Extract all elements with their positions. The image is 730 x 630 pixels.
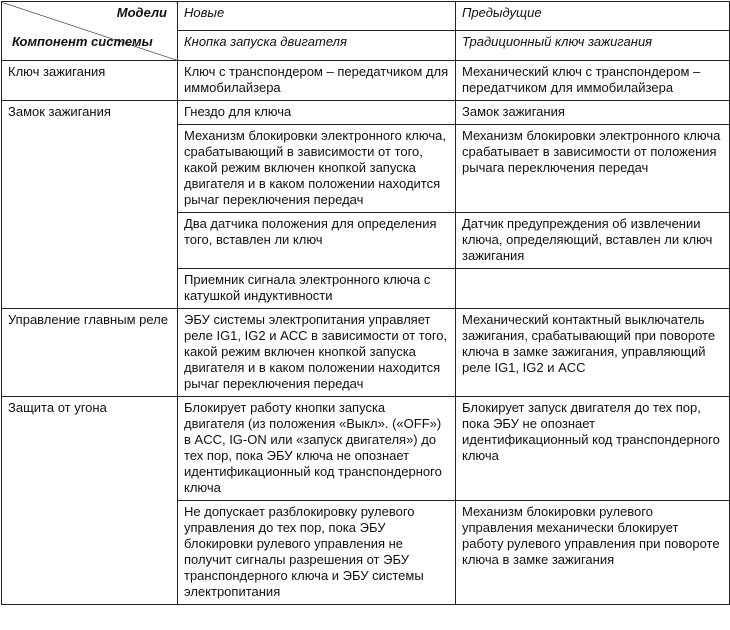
header-component: Компонент системы: [12, 34, 153, 49]
new-cell: Не допускает разблокировку рулевого управления до тех пор, пока ЭБУ блокировки рулевого управления не получит сигналы разрешения от ЭБУ транспондерного ключа и ЭБУ системы электропитания: [178, 501, 456, 605]
previous-cell: Механизм блокировки рулевого управления механически блокирует работу рулевого управления при повороте ключа в замке зажигания: [456, 501, 730, 605]
previous-cell: [456, 269, 730, 309]
component-cell: Управление главным реле: [2, 309, 178, 397]
comparison-table: [1, 1, 730, 605]
comparison-table-container: [1, 1, 729, 628]
previous-cell: Механический ключ с транспондером – передатчиком для иммобилайзера: [456, 61, 730, 101]
table-row: [2, 397, 730, 501]
previous-cell: Механизм блокировки электронного ключа срабатывает в зависимости от положения рычага переключения передач: [456, 125, 730, 213]
header-new-sub: Кнопка запуска двигателя: [178, 31, 456, 61]
previous-cell: Датчик предупреждения об извлечении ключа, определяющий, вставлен ли ключ зажигания: [456, 213, 730, 269]
new-cell: Два датчика положения для определения того, вставлен ли ключ: [178, 213, 456, 269]
component-cell: Защита от угона: [2, 397, 178, 605]
table-row: [2, 101, 730, 125]
new-cell: Механизм блокировки электронного ключа, срабатывающий в зависимости от того, какой режим включен кнопкой запуска двигателя и в каком положении находится рычаг переключения передач: [178, 125, 456, 213]
new-cell: Приемник сигнала электронного ключа с катушкой индуктивности: [178, 269, 456, 309]
header-models-component-cell: [2, 2, 178, 61]
header-new: Новые: [178, 2, 456, 31]
header-models: Модели: [116, 5, 167, 20]
component-cell: Ключ зажигания: [2, 61, 178, 101]
previous-cell: Блокирует запуск двигателя до тех пор, пока ЭБУ не опознает идентификационный код транспондерного ключа: [456, 397, 730, 501]
new-cell: Блокирует работу кнопки запуска двигателя (из положения «Выкл». («OFF») в ACC, IG-ON или «запуск двигателя») до тех пор, пока ЭБУ ключа не опознает идентификационный код транспондерного ключа: [178, 397, 456, 501]
table-row: [2, 309, 730, 397]
table-row: [2, 61, 730, 101]
header-previous: Предыдущие: [456, 2, 730, 31]
component-cell: Замок зажигания: [2, 101, 178, 309]
previous-cell: Замок зажигания: [456, 101, 730, 125]
new-cell: Гнездо для ключа: [178, 101, 456, 125]
header-row-1: [2, 2, 730, 31]
new-cell: Ключ с транспондером – передатчиком для иммобилайзера: [178, 61, 456, 101]
header-previous-sub: Традиционный ключ зажигания: [456, 31, 730, 61]
new-cell: ЭБУ системы электропитания управляет реле IG1, IG2 и ACC в зависимости от того, какой режим включен кнопкой запуска двигателя и в каком положении находится рычаг переключения передач: [178, 309, 456, 397]
previous-cell: Механический контактный выключатель зажигания, срабатывающий при повороте ключа в замке зажигания, управляющий реле IG1, IG2 и ACC: [456, 309, 730, 397]
